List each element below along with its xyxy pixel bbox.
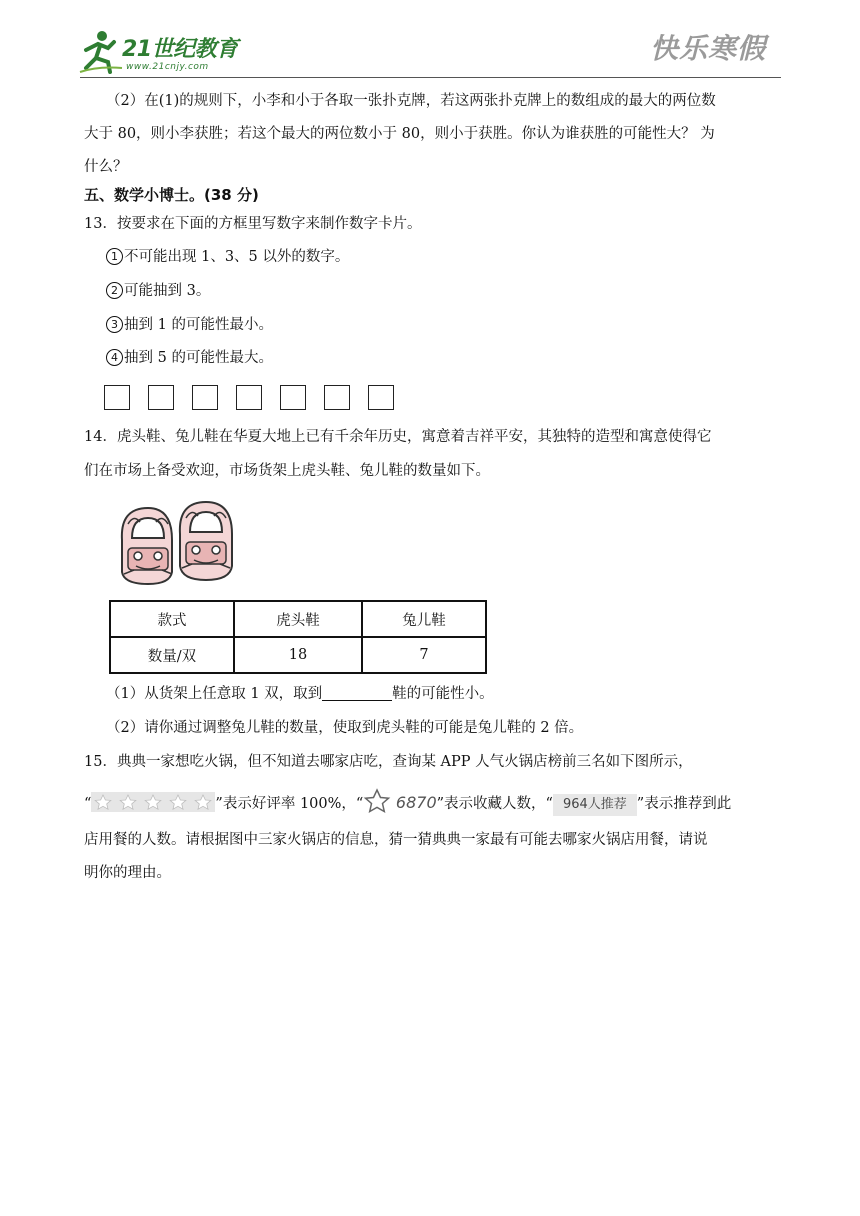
q13-item-4 [106,347,806,369]
tiger-shoes-illustration [114,500,244,590]
card-box[interactable] [324,385,350,410]
sub1-suffix: 鞋的可能性小。 [392,686,494,702]
item-text: 可能抽到 3。 [124,283,211,299]
q15-line1: 15．典典一家想吃火锅，但不知道去哪家店吃，查询某 APP 人气火锅店榜前三名如下图所示， [84,754,693,770]
q15-line3: 店用餐的人数。请根据图中三家火锅店的信息，猜一猜典典一家最有可能去哪家火锅店用餐，请说 [84,832,708,848]
runner-icon [78,28,124,74]
table-cell: 兔儿鞋 [362,601,486,637]
quote-mark: “ [84,796,92,812]
q13-item-3 [106,314,806,336]
table-row [110,637,486,673]
q14-sub2: （2）请你通过调整兔儿鞋的数量，使取到虎头鞋的可能是兔儿鞋的 2 倍。 [106,720,584,736]
item-text: 抽到 5 的可能性最大。 [124,350,273,366]
table-cell: 数量/双 [110,637,234,673]
brand-url: www.21cnjy.com [126,62,209,72]
item-number: 4 [106,349,123,366]
q12-part2-line3: 什么？ [84,159,128,175]
holiday-logo: 快乐寒假 [650,32,767,65]
q12-part2-line1: （2）在(1)的规则下，小李和小于各取一张扑克牌，若这两张扑克牌上的数组成的最大的两位数 [106,93,716,109]
star-outline-icon [363,788,391,814]
card-box[interactable] [192,385,218,410]
recommend-badge: 964人推荐 [553,794,637,816]
section-title: 五、数学小博士。(38 分) [84,186,259,204]
shoe-quantity-table [109,600,487,674]
table-row [110,601,486,637]
item-number: 3 [106,316,123,333]
item-number: 2 [106,282,123,299]
recommend-description: ”表示推荐到此 [636,796,732,812]
card-box[interactable] [280,385,306,410]
brand-logo [78,28,268,78]
card-box[interactable] [236,385,262,410]
q15-line4: 明你的理由。 [84,865,171,881]
card-box[interactable] [148,385,174,410]
item-text: 不可能出现 1、3、5 以外的数字。 [124,249,350,265]
favorite-count: 6870 [395,793,437,812]
q14-sub1 [106,683,806,705]
q13-stem: 13．按要求在下面的方框里写数字来制作数字卡片。 [84,216,422,232]
q15-line2 [84,788,784,821]
favorite-description: ”表示收藏人数，“ [436,796,553,812]
sub1-prefix: （1）从货架上任意取 1 双，取到 [106,686,323,702]
table-cell: 款式 [110,601,234,637]
q13-item-2 [106,280,806,302]
header-divider [80,77,781,78]
favorite-indicator [363,788,391,821]
brand-name: 21世纪教育 [122,37,238,62]
table-cell: 7 [362,637,486,673]
card-box[interactable] [104,385,130,410]
page-header [0,0,860,80]
item-text: 抽到 1 的可能性最小。 [124,317,273,333]
q12-part2-line2: 大于 80，则小李获胜；若这个最大的两位数小于 80，则小于获胜。你认为谁获胜的可能性大？ 为 [84,126,715,142]
q13-item-1 [106,246,806,268]
answer-blank[interactable] [322,684,392,701]
table-cell: 虎头鞋 [234,601,362,637]
rating-description: ”表示好评率 100%，“ [215,796,364,812]
q14-line1: 14．虎头鞋、兔儿鞋在华夏大地上已有千余年历史，寓意着吉祥平安，其独特的造型和寓意使得它 [84,429,712,445]
q14-line2: 们在市场上备受欢迎，市场货架上虎头鞋、兔儿鞋的数量如下。 [84,463,490,479]
five-star-rating-icon [91,792,215,812]
item-number: 1 [106,248,123,265]
card-box[interactable] [368,385,394,410]
table-cell: 18 [234,637,362,673]
